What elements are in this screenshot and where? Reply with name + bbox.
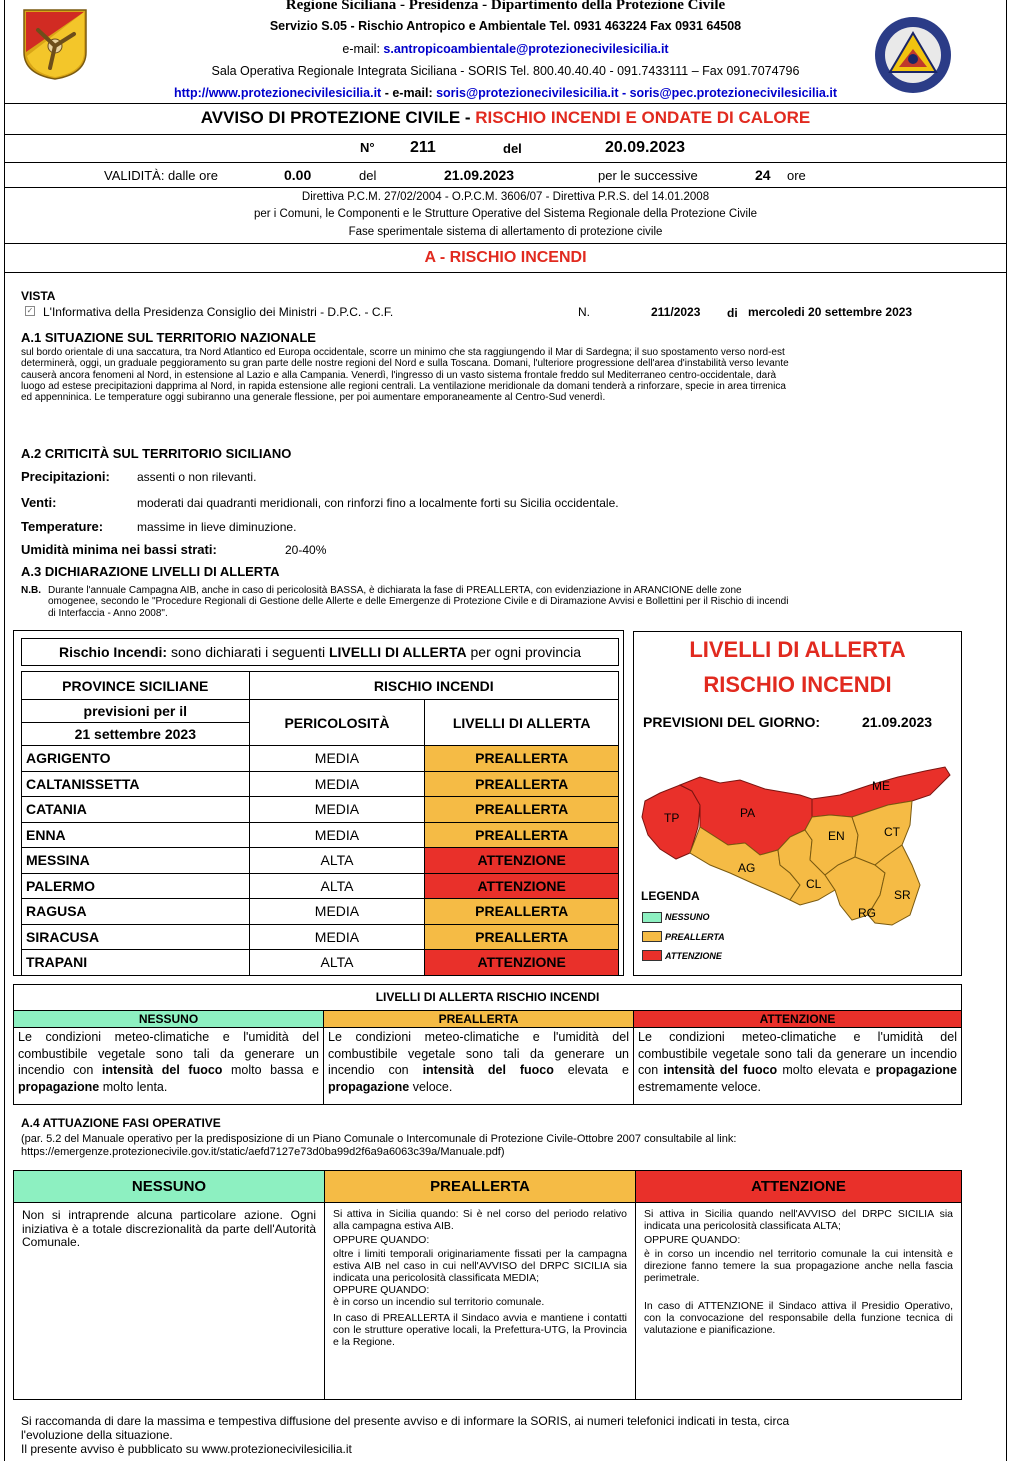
validita-hours: 24 (755, 167, 771, 183)
venti-label: Venti: (21, 495, 57, 510)
levels-columns (14, 1011, 961, 1105)
a1-line: luogo ad estese precipitazioni dapprima al Nord, in rapida estensione alle regioni centrali. La ventilazione meridionale da domani tenderà a rinforzare, specie in area tirrenica (21, 380, 786, 392)
footer-line: Si raccomanda di dare la massima e tempestiva diffusione del presente avviso e di informare la SORIS, ai numeri telefonici indicati in testa, circa (21, 1414, 790, 1428)
avviso-date: 20.09.2023 (605, 139, 686, 156)
fase-text: è in corso un incendio nel territorio comunale la cui intensità e direzione fanno temere la sua propagazione anche nella fascia perimetrale. (644, 1248, 953, 1284)
level-text: elevata e (553, 1063, 629, 1077)
level-col-nessuno (14, 1011, 324, 1105)
header-livelli: LIVELLI DI ALLERTA (425, 700, 619, 746)
header-soris: Sala Operativa Regionale Integrata Siciliana - SORIS Tel. 800.40.40.40 - 091.7433111 – Fax 091.7074796 (211, 64, 800, 78)
fase-text: Si attiva in Sicilia quando: Si è nel corso del periodo relativo alla campagna estiva AIB. (333, 1208, 627, 1232)
email2-link[interactable]: soris@protezionecivilesicilia.it - soris@pec.protezionecivilesicilia.it (436, 86, 837, 100)
province-name: PALERMO (22, 873, 250, 899)
fase-text: Si attiva in Sicilia quando nell'AVVISO del DRPC SICILIA sia indicata una pericolosità classificata ALTA; (644, 1208, 953, 1232)
a4-link[interactable]: https://emergenze.protezionecivile.gov.it/static/aefd7127e73d0ba99d2f6a9a6063c39a/Manuale.pdf) (21, 1146, 505, 1158)
level-col-attenzione (634, 1011, 961, 1105)
avviso-title-black: AVVISO DI PROTEZIONE CIVILE - (200, 108, 476, 127)
validita-from-hour: 0.00 (284, 167, 312, 183)
legend-nessuno: NESSUNO (665, 912, 710, 922)
precip-value: assenti o non rilevanti. (137, 470, 257, 484)
alert-level-attenzione: ATTENZIONE (425, 848, 619, 874)
alert-level-preallerta: PREALLERTA (425, 899, 619, 925)
table-row (22, 924, 619, 950)
a1-body (21, 347, 991, 403)
legend-swatch-preallerta (642, 931, 662, 942)
a4-title: A.4 ATTUAZIONE FASI OPERATIVE (21, 1116, 221, 1130)
alert-level-preallerta: PREALLERTA (425, 822, 619, 848)
caption-bold2: LIVELLI DI ALLERTA (328, 644, 467, 660)
table-row (22, 771, 619, 797)
temp-value: massime in lieve diminuzione. (137, 520, 297, 534)
province-name: RAGUSA (22, 899, 250, 925)
table-row (22, 822, 619, 848)
table-row (22, 797, 619, 823)
umid-label: Umidità minima nei bassi strati: (21, 542, 217, 557)
pericolosita-value: MEDIA (249, 924, 425, 950)
a3-line: di Interfaccia - Anno 2008". (48, 607, 168, 619)
a3-line: omogenee, secondo le "Procedure Regionali di Gestione delle Allerte e delle Emergenze di Protezione Civile e di Diramazione Avvisi e Bollettini per il Rischio di incendi (48, 596, 789, 608)
a4-note (21, 1133, 991, 1159)
caption-mid: sono dichiarati i seguenti (167, 644, 329, 660)
pericolosita-value: MEDIA (249, 771, 425, 797)
vista-text: L'Informativa della Presidenza Consiglio dei Ministri - D.P.C. - C.F. (43, 305, 394, 319)
header-previsioni (22, 700, 250, 746)
alert-level-attenzione: ATTENZIONE (425, 950, 619, 976)
pericolosita-value: MEDIA (249, 797, 425, 823)
pericolosita-value: ALTA (249, 873, 425, 899)
map-label-ag: AG (738, 861, 756, 875)
a1-title: A.1 SITUAZIONE SUL TERRITORIO NAZIONALE (21, 330, 316, 345)
directive-line-3: Fase sperimentale sistema di allertamento di protezione civile (348, 226, 663, 238)
map-label-pa: PA (740, 806, 756, 820)
map-box-title-2: RISCHIO INCENDI (703, 672, 892, 697)
email-label: e-mail: (342, 42, 380, 56)
fase-head-preallerta: PREALLERTA (325, 1171, 635, 1203)
province-name: CATANIA (22, 797, 250, 823)
caption-end: per ogni provincia (466, 644, 582, 660)
province-name: SIRACUSA (22, 924, 250, 950)
website-link[interactable]: http://www.protezionecivilesicilia.it (174, 86, 382, 100)
map-label-cl: CL (806, 877, 822, 891)
legend-title: LEGENDA (641, 889, 700, 903)
validita-ore: ore (787, 168, 806, 183)
header-links (0, 86, 1011, 100)
level-head-nessuno: NESSUNO (14, 1011, 323, 1028)
a1-line: causerà ancora fenomeni al Nord, in estensione al Lazio e alla Campania. Venerdì, l'ingresso di un vasto sistema frontale freddo sul Mediterraneo centro-occidentale, darà (21, 369, 777, 381)
levels-table (13, 984, 962, 1105)
level-text-bold: propagazione (328, 1079, 410, 1094)
temp-label: Temperature: (21, 519, 104, 534)
fase-col-preallerta (325, 1171, 636, 1399)
fase-text: In caso di ATTENZIONE il Sindaco attiva il Presidio Operativo, con la convocazione del responsabile della funzione tecnica di valutazione e pianificazione. (644, 1300, 953, 1336)
directive-line-2: per i Comuni, le Componenti e le Strutture Operative del Sistema Regionale della Protezione Civile (253, 208, 758, 220)
vista-di: di (727, 306, 738, 320)
level-text-preallerta (324, 1028, 633, 1096)
legend-preallerta: PREALLERTA (665, 932, 725, 942)
levels-title: LIVELLI DI ALLERTA RISCHIO INCENDI (14, 985, 961, 1011)
alert-level-preallerta: PREALLERTA (425, 746, 619, 772)
fase-text-nessuno: Non si intraprende alcuna particolare azione. Ogni iniziativa è a totale discrezionalità da parte dell'Autorità Comunale. (22, 1208, 316, 1249)
pericolosita-value: MEDIA (249, 899, 425, 925)
header-title: Regione Siciliana - Presidenza - Dipartimento della Protezione Civile (285, 0, 726, 13)
map-prev-label: PREVISIONI DEL GIORNO: (643, 714, 821, 730)
level-text-attenzione (634, 1028, 961, 1096)
fase-text: OPPURE QUANDO: (333, 1284, 430, 1296)
alert-level-preallerta: PREALLERTA (425, 924, 619, 950)
level-text: molto lenta. (99, 1079, 168, 1094)
fase-text: OPPURE QUANDO: (644, 1234, 741, 1246)
table-row (22, 873, 619, 899)
footer-line: l'evoluzione della situazione. (21, 1428, 173, 1442)
alert-level-attenzione: ATTENZIONE (425, 873, 619, 899)
level-col-preallerta (324, 1011, 634, 1105)
level-text-bold: intensità del fuoco (663, 1063, 778, 1077)
avviso-title-red: RISCHIO INCENDI E ONDATE DI CALORE (475, 108, 811, 127)
level-text-bold: propagazione (18, 1079, 100, 1094)
a3-nb: N.B. (21, 585, 41, 596)
email2-label: - e-mail: (381, 86, 437, 100)
vista-checkbox[interactable]: ✓ (26, 306, 34, 315)
a1-line: ed appenninica. Le temperature oggi subiranno una generale flessione, per poi aumentare emporaneamente al Centro-Sud venerdì. (21, 392, 606, 404)
validita-date: 21.09.2023 (444, 167, 515, 183)
level-text-bold: propagazione (875, 1063, 957, 1077)
legend-attenzione: ATTENZIONE (665, 951, 722, 961)
vista-num: 211/2023 (651, 305, 701, 319)
level-text: molto bassa e (222, 1063, 320, 1077)
province-name: ENNA (22, 822, 250, 848)
fase-head-nessuno: NESSUNO (14, 1171, 324, 1203)
level-text: Le condizioni meteo-climatiche e l'umidità del combustibile vegetale sono tali da generare un incendio con (328, 1030, 629, 1077)
fase-col-nessuno (14, 1171, 325, 1399)
table-row (22, 746, 619, 772)
fase-text: OPPURE QUANDO: (333, 1234, 430, 1246)
email-link[interactable]: s.antropicoambientale@protezionecivilesicilia.it (383, 42, 669, 56)
footer-line: Il presente avviso è pubblicato su www.protezionecivilesicilia.it (21, 1442, 352, 1456)
venti-value: moderati dai quadranti meridionali, con rinforzi fino a localmente forti su Sicilia occidentale. (137, 496, 619, 510)
umid-value: 20-40% (285, 543, 327, 557)
validita-del: del (359, 168, 377, 183)
a3-body (48, 585, 993, 619)
legend-swatch-attenzione (642, 950, 662, 961)
province-name: TRAPANI (22, 950, 250, 976)
province-name: AGRIGENTO (22, 746, 250, 772)
map-label-rg: RG (858, 906, 876, 920)
level-text-bold: intensità del fuoco (422, 1063, 554, 1077)
vista-date: mercoledi 20 settembre 2023 (748, 305, 913, 319)
pericolosita-value: MEDIA (249, 746, 425, 772)
a3-line: Durante l'annuale Campagna AIB, anche in caso di pericolosità BASSA, è dichiarata la fase di PREALLERTA, con evidenziazione in ARANCIONE delle zone (48, 585, 742, 596)
map-label-tp: TP (664, 811, 680, 825)
pericolosita-value: MEDIA (249, 822, 425, 848)
table-row (22, 848, 619, 874)
table-row (22, 950, 619, 976)
map-prev-date: 21.09.2023 (862, 714, 933, 730)
province-table (21, 671, 619, 976)
level-text: Le condizioni meteo-climatiche e l'umidità del combustibile vegetale sono tali da generare un incendio con (638, 1030, 957, 1077)
level-text: molto elevata e (777, 1063, 876, 1077)
fase-text-attenzione (636, 1203, 961, 1341)
fase-head-attenzione: ATTENZIONE (636, 1171, 961, 1203)
table-row (22, 899, 619, 925)
validita-label: VALIDITÀ: dalle ore (104, 168, 218, 183)
prev-line-2: 21 settembre 2023 (22, 722, 249, 745)
header-rischio: RISCHIO INCENDI (249, 672, 618, 700)
level-text: Le condizioni meteo-climatiche e l'umidità del combustibile vegetale sono tali da generare un incendio con (18, 1030, 319, 1077)
vista-n: N. (578, 305, 590, 319)
vista-label: VISTA (21, 289, 56, 303)
sicily-coat-of-arms-logo (20, 8, 90, 80)
alert-level-preallerta: PREALLERTA (425, 797, 619, 823)
level-text-bold: intensità del fuoco (101, 1063, 223, 1077)
sicily-map (640, 765, 960, 930)
del-label: del (503, 141, 522, 156)
level-text-nessuno (14, 1028, 323, 1096)
section-a-title: A - RISCHIO INCENDI (424, 249, 587, 266)
map-label-en: EN (828, 829, 845, 843)
province-name: MESSINA (22, 848, 250, 874)
header-service: Servizio S.05 - Rischio Antropico e Ambientale Tel. 0931 463224 Fax 0931 64508 (269, 19, 742, 33)
map-label-ct: CT (884, 825, 900, 839)
footer (21, 1414, 976, 1456)
level-head-preallerta: PREALLERTA (324, 1011, 633, 1028)
fase-text-preallerta (325, 1203, 635, 1353)
a1-line: sul bordo orientale di una saccatura, tra Nord Atlantico ed Europa occidentale, scorre un minimo che sta raggiungendo il Mar di Sardegna; il suo spostamento verso nord-est (21, 347, 785, 358)
legend-swatch-nessuno (642, 912, 662, 923)
map-label-sr: SR (894, 888, 911, 902)
fase-text: In caso di PREALLERTA il Sindaco avvia e mantiene i contatti con le strutture operative locali, la Prefettura-UTG, la Provincia e la Regione. (333, 1312, 627, 1348)
fasi-operative-table (13, 1170, 962, 1400)
level-text: veloce. (409, 1079, 453, 1094)
fase-text: oltre i limiti temporali originariamente fissati per la campagna estiva AIB nel caso in cui nell'AVVISO del DRPC SICILIA sia indicata una pericolosità classificata MEDIA; (333, 1248, 627, 1284)
fase-col-attenzione (636, 1171, 961, 1399)
avviso-number: 211 (410, 139, 436, 156)
header-pericolosita: PERICOLOSITÀ (249, 700, 425, 746)
number-label: N° (360, 140, 375, 155)
a1-line: determinerà, oggi, un graduale peggioramento su gran parte delle nostre regioni del Nord e sulla Toscana. Domani, l'ulteriore progressione dell'area d'instabilità verso levante (21, 358, 789, 370)
level-head-attenzione: ATTENZIONE (634, 1011, 961, 1028)
level-text: estremamente veloce. (638, 1079, 761, 1094)
header-email-line (0, 42, 1011, 56)
avviso-title (0, 108, 1011, 128)
validita-successive: per le successive (598, 168, 698, 183)
protezione-civile-logo (873, 15, 953, 95)
caption-bold: Rischio Incendi: (58, 644, 168, 660)
a3-title: A.3 DICHIARAZIONE LIVELLI DI ALLERTA (21, 564, 280, 579)
a4-note-line: (par. 5.2 del Manuale operativo per la predisposizione di un Piano Comunale o Intercomunale di Protezione Civile-Ottobre 2007 consultabile al link: (21, 1133, 737, 1145)
fase-text: è in corso un incendio sul territorio comunale. (333, 1296, 545, 1308)
a2-title: A.2 CRITICITÀ SUL TERRITORIO SICILIANO (21, 446, 292, 461)
map-label-me: ME (872, 779, 890, 793)
map-box-title-1: LIVELLI DI ALLERTA (689, 637, 906, 662)
alert-level-preallerta: PREALLERTA (425, 771, 619, 797)
precip-label: Precipitazioni: (21, 469, 110, 484)
directive-line-1: Direttiva P.C.M. 27/02/2004 - O.P.C.M. 3606/07 - Direttiva P.R.S. del 14.01.2008 (301, 191, 710, 203)
pericolosita-value: ALTA (249, 950, 425, 976)
province-table-caption (21, 638, 619, 666)
prev-line-1: previsioni per il (83, 703, 188, 719)
pericolosita-value: ALTA (249, 848, 425, 874)
province-name: CALTANISSETTA (22, 771, 250, 797)
header-province: PROVINCE SICILIANE (22, 672, 250, 700)
